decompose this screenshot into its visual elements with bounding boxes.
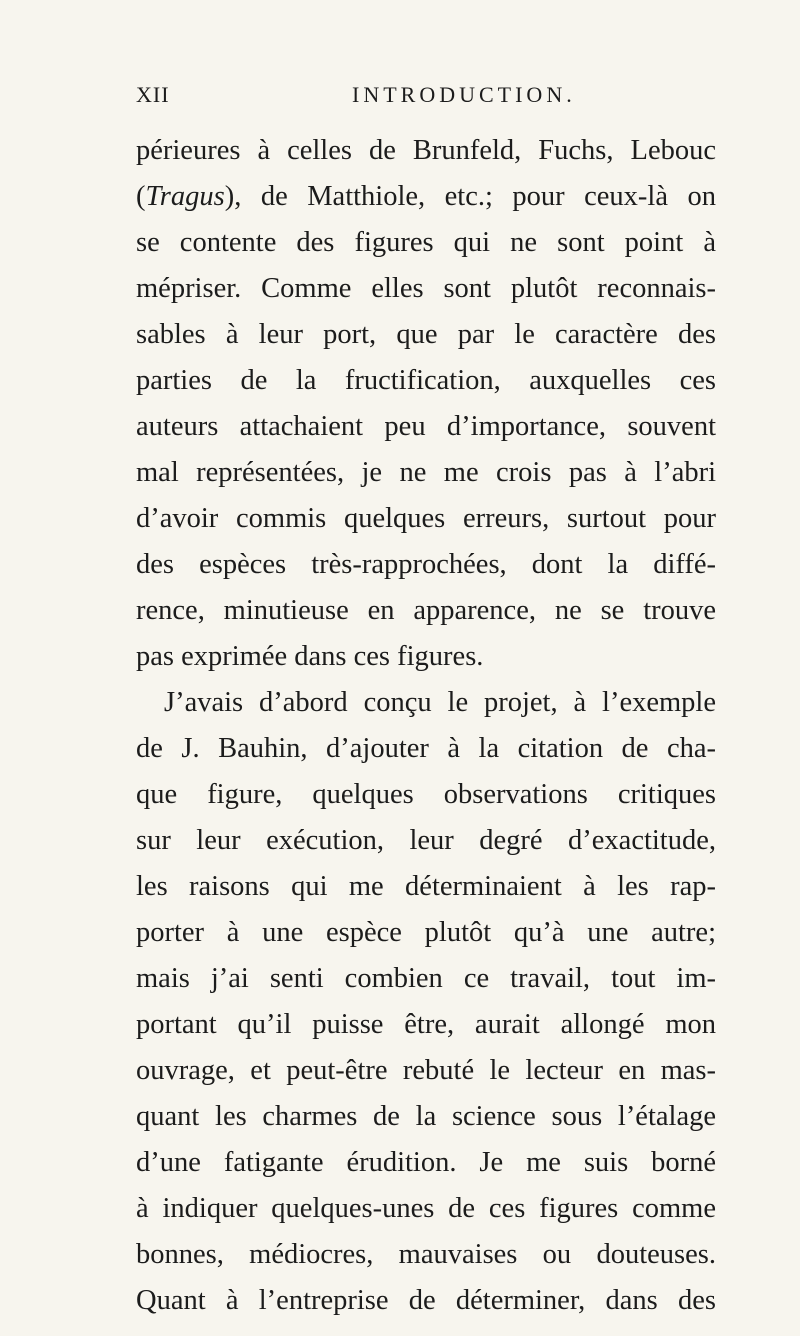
italic-word: Tragus bbox=[145, 181, 225, 212]
text-line: mais j’ai senti combien ce travail, tout im- bbox=[136, 963, 716, 994]
text-line: quant les charmes de la science sous l’étalage bbox=[136, 1101, 716, 1132]
text-line: les raisons qui me déterminaient à les rap- bbox=[136, 871, 716, 902]
text-line-with-italic bbox=[136, 174, 716, 220]
text-line: d’une fatigante érudition. Je me suis borné bbox=[136, 1147, 716, 1178]
text-line: se contente des figures qui ne sont point à bbox=[136, 227, 716, 258]
text-line: à indiquer quelques-unes de ces figures comme bbox=[136, 1193, 716, 1224]
text-line: rence, minutieuse en apparence, ne se trouve bbox=[136, 595, 716, 626]
page-header bbox=[136, 82, 716, 112]
running-head: INTRODUCTION. bbox=[352, 82, 576, 107]
text-line: des espèces très-rapprochées, dont la diffé- bbox=[136, 549, 716, 580]
text-line: parties de la fructification, auxquelles ces bbox=[136, 365, 716, 396]
text-line: auteurs attachaient peu d’importance, souvent bbox=[136, 411, 716, 442]
text-fragment: ( bbox=[136, 181, 146, 212]
text-line: Quant à l’entreprise de déterminer, dans des bbox=[136, 1285, 716, 1316]
text-fragment: ), de Matthiole, etc.; pour ceux-là on bbox=[224, 181, 716, 212]
text-line: que figure, quelques observations critiques bbox=[136, 779, 716, 810]
text-line: sables à leur port, que par le caractère des bbox=[136, 319, 716, 350]
text-line: porter à une espèce plutôt qu’à une autre; bbox=[136, 917, 716, 948]
text-line: d’avoir commis quelques erreurs, surtout pour bbox=[136, 503, 716, 534]
text-line: pas exprimée dans ces figures. bbox=[136, 641, 484, 672]
page-number: XII bbox=[136, 82, 170, 107]
body-text bbox=[136, 128, 716, 1324]
text-line: ouvrage, et peut-être rebuté le lecteur en mas- bbox=[136, 1055, 716, 1086]
text-line: portant qu’il puisse être, aurait allongé mon bbox=[136, 1009, 716, 1040]
text-line: mépriser. Comme elles sont plutôt reconnais- bbox=[136, 273, 716, 304]
text-line: sur leur exécution, leur degré d’exactitude, bbox=[136, 825, 716, 856]
text-line: périeures à celles de Brunfeld, Fuchs, Lebouc bbox=[136, 135, 716, 166]
text-line: J’avais d’abord conçu le projet, à l’exemple bbox=[164, 687, 716, 718]
text-line: mal représentées, je ne me crois pas à l’abri bbox=[136, 457, 716, 488]
text-line: de J. Bauhin, d’ajouter à la citation de cha- bbox=[136, 733, 716, 764]
text-line: bonnes, médiocres, mauvaises ou douteuses. bbox=[136, 1239, 716, 1270]
